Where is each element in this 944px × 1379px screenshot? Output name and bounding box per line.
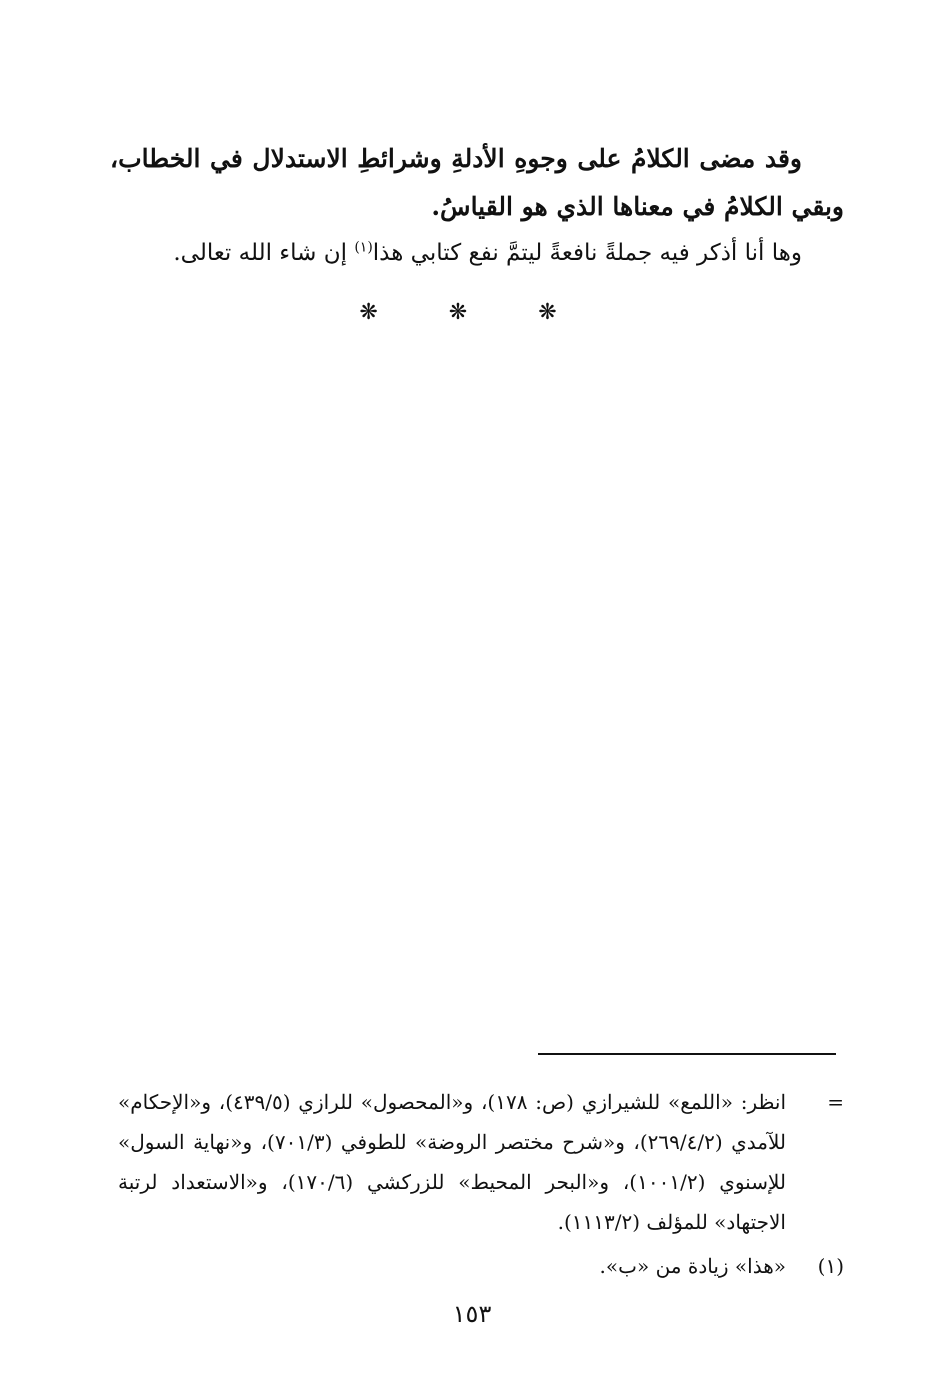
footnote-number: (١) (817, 1254, 844, 1278)
footnote-continued (118, 1082, 844, 1242)
section-separator (0, 300, 944, 325)
footnote-divider (538, 1053, 836, 1055)
footnote-text: «هذا» زيادة من «ب». (599, 1254, 786, 1278)
footnotes (118, 1082, 844, 1286)
separator-star-icon: ❋ (359, 300, 406, 325)
footnote-reference-1[interactable]: (١) (354, 239, 373, 256)
paragraph-1: وقد مضى الكلامُ على وجوهِ الأدلةِ وشرائطِ الاستدلال في الخطاب، وبقي الكلامُ في معناها الذي هو القياسُ. (110, 144, 844, 221)
continuation-marker: = (827, 1090, 844, 1114)
footnote-continued-text: انظر: «اللمع» للشيرازي (ص: ١٧٨)، و«المحصول» للرازي (٤٣٩/٥)، و«الإحكام» للآمدي (٢٦٩/٤/٢)، و«شرح مختصر الروضة» للطوفي (٧٠١/٣)، و«نهاية السول» للإسنوي (١٠٠١/٢)، و«البحر المحيط» للزركشي (١٧٠/٦)، و«الاستعداد لرتبة الاجتهاد» للمؤلف (١١١٣/٢). (118, 1090, 787, 1234)
separator-star-icon: ❋ (448, 300, 496, 325)
page-number: ١٥٣ (452, 1300, 492, 1328)
paragraph-2-text-end: إن شاء الله تعالى. (173, 240, 355, 266)
paragraph-2-text: وها أنا أذكر فيه جملةً نافعةً ليتمَّ نفع كتابي هذا (372, 240, 802, 266)
main-text (110, 135, 844, 275)
paragraph-2 (110, 231, 844, 275)
separator-star-icon: ❋ (538, 300, 585, 325)
footnote-item (118, 1246, 844, 1286)
